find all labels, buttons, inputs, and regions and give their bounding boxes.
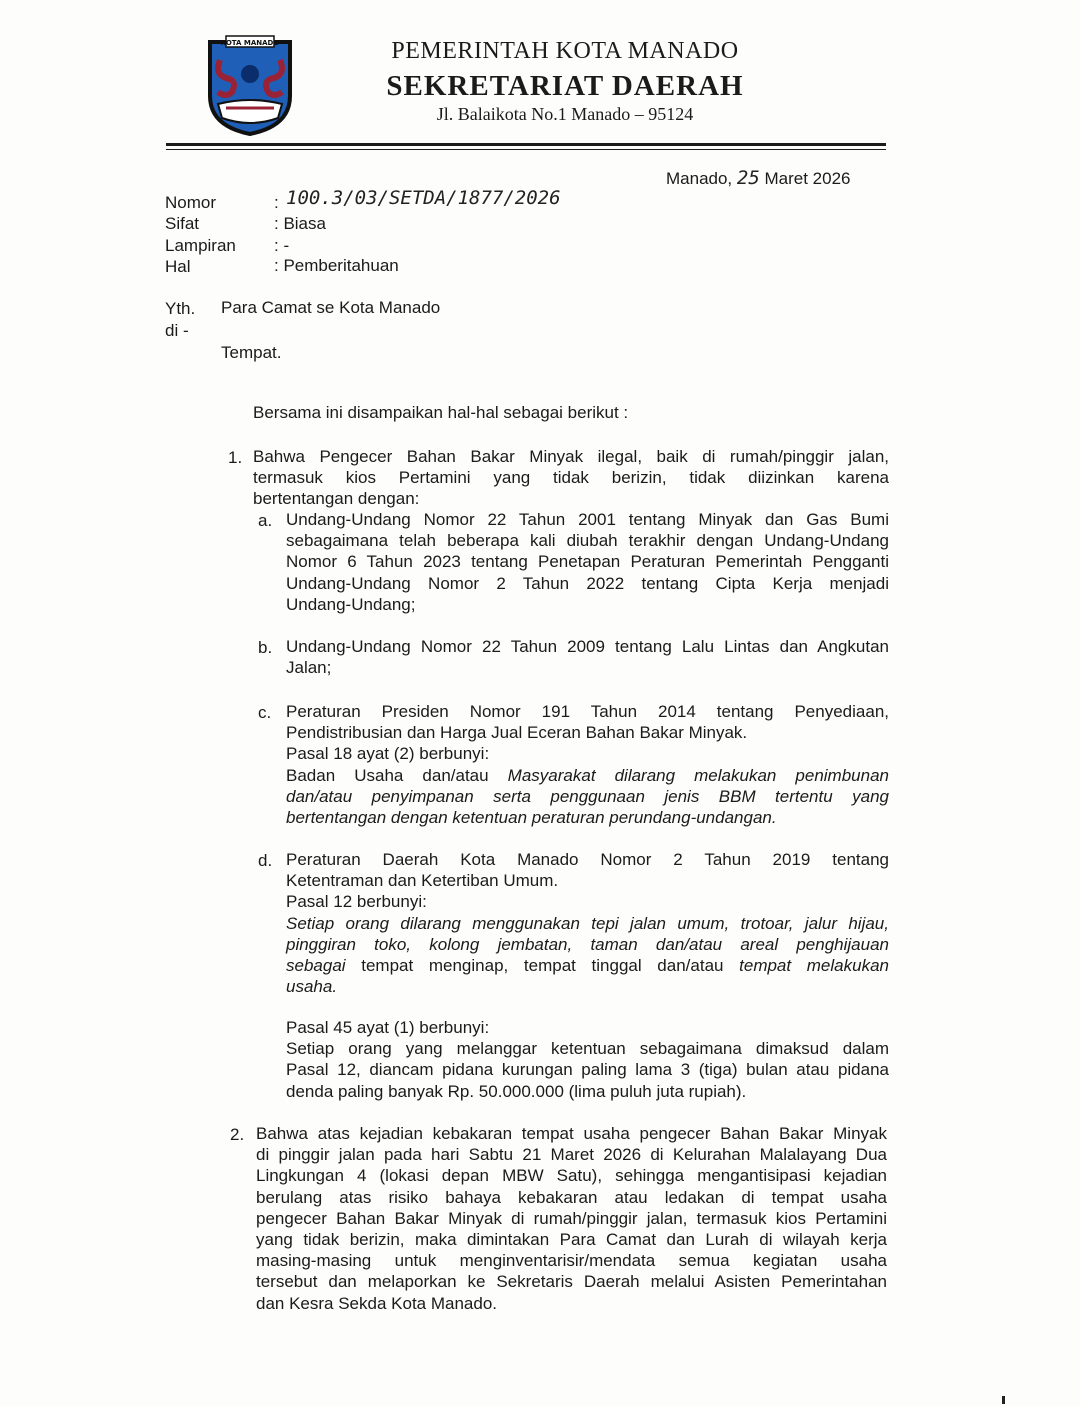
- nomor-colon: :: [274, 193, 279, 212]
- sifat-label: Sifat: [165, 214, 200, 233]
- sub-a-line: Undang-Undang;: [286, 594, 416, 614]
- letterhead-government: PEMERINTAH KOTA MANADO: [391, 38, 739, 64]
- sub-d-quote-line: pinggiran toko, kolong jembatan, taman dan/atau areal penghijauan: [286, 934, 889, 954]
- sub-a-line: Nomor 6 Tahun 2023 tentang Penetapan Peraturan Pemerintah Pengganti: [286, 552, 889, 572]
- letterhead-office: SEKRETARIAT DAERAH: [386, 70, 744, 102]
- sub-c-quote-line: Badan Usaha dan/atau Masyarakat dilarang melakukan penimbunan: [286, 765, 889, 785]
- sub-a-line: Undang-Undang Nomor 2 Tahun 2022 tentang Cipta Kerja menjadi: [286, 573, 889, 593]
- sub-c-quote-line: bertentangan dengan ketentuan peraturan perundang-undangan.: [286, 808, 777, 828]
- sub-b-text: [286, 636, 889, 678]
- item-2-line: Lingkungan 4 (lokasi depan MBW Satu), sehingga mengantisipasi kejadian: [256, 1166, 887, 1186]
- lampiran-label: Lampiran: [165, 236, 236, 255]
- intro-sentence: Bersama ini disampaikan hal-hal sebagai berikut :: [253, 403, 629, 422]
- sub-b-line: Undang-Undang Nomor 22 Tahun 2009 tentang Lalu Lintas dan Angkutan: [286, 637, 889, 656]
- sub-a-label: a.: [258, 511, 273, 530]
- hal-label: Hal: [165, 257, 191, 276]
- nomor-value-handwritten: 100.3/03/SETDA/1877/2026: [286, 187, 561, 209]
- city-emblem-logo: [204, 34, 296, 138]
- sub-a-line: sebagaimana telah beberapa kali diubah terakhir dengan Undang-Undang: [286, 531, 889, 551]
- sub-d-text: [286, 849, 889, 997]
- nomor-label: Nomor: [165, 193, 217, 212]
- item-1-line: termasuk kios Pertamini yang tidak berizin, tidak diizinkan karena: [253, 468, 889, 488]
- sub-d-p45-line: denda paling banyak Rp. 50.000.000 (lima puluh juta rupiah).: [286, 1081, 747, 1101]
- sub-d-quote-line: Setiap orang dilarang menggunakan tepi jalan umum, trotoar, jalur hijau,: [286, 913, 889, 933]
- item-2-number: 2.: [230, 1125, 245, 1144]
- sub-c-line: Peraturan Presiden Nomor 191 Tahun 2014 tentang Penyediaan,: [286, 702, 889, 721]
- item-2-line: di pinggir jalan pada hari Sabtu 21 Maret 2026 di Kelurahan Malalayang Dua: [256, 1145, 887, 1165]
- sub-d-pasal-45-block: [286, 1017, 889, 1102]
- sub-c-text: [286, 701, 889, 828]
- item-1-line: Bahwa Pengecer Bahan Bakar Minyak ilegal, baik di rumah/pinggir jalan,: [253, 447, 889, 466]
- sub-c-line: Pendistribusian dan Harga Jual Eceran Bahan Bakar Minyak.: [286, 723, 748, 743]
- sub-d-line: Ketentraman dan Ketertiban Umum.: [286, 871, 559, 891]
- sub-d-pasal-12: Pasal 12 berbunyi:: [286, 892, 427, 912]
- item-2-line: dan Kesra Sekda Kota Manado.: [256, 1293, 497, 1313]
- sub-d-p45-line: Pasal 12, diancam pidana kurungan paling lama 3 (tiga) bulan atau pidana: [286, 1060, 889, 1080]
- sub-b-label: b.: [258, 638, 273, 657]
- letterhead-rule-thick: [166, 143, 886, 146]
- sub-c-quote-line: dan/atau penyimpanan serta penggunaan jenis BBM tertentu yang: [286, 786, 889, 806]
- sub-d-p45-line: Setiap orang yang melanggar ketentuan sebagaimana dimaksud dalam: [286, 1039, 889, 1059]
- sub-d-quote-line: usaha.: [286, 977, 338, 997]
- item-2-line: berulang atas risiko bahaya kebakaran atau ledakan di tempat usaha: [256, 1187, 887, 1207]
- tempat-label: Tempat.: [221, 343, 282, 362]
- handwritten-day: 25: [736, 167, 760, 189]
- sifat-value: : Biasa: [274, 214, 326, 233]
- sub-d-pasal-45: Pasal 45 ayat (1) berbunyi:: [286, 1018, 490, 1037]
- item-2-line: yang tidak berizin, maka dimintakan Para Camat dan Lurah di wilayah kerja: [256, 1230, 887, 1250]
- sub-d-line: Peraturan Daerah Kota Manado Nomor 2 Tahun 2019 tentang: [286, 850, 889, 869]
- letter-date: Manado, 25 Maret 2026: [666, 167, 851, 189]
- recipient-name: Para Camat se Kota Manado: [221, 298, 441, 317]
- sub-a-text: [286, 509, 889, 615]
- item-1-line: bertentangan dengan:: [253, 489, 420, 509]
- item-2-line: Bahwa atas kejadian kebakaran tempat usaha pengecer Bahan Bakar Minyak: [256, 1124, 887, 1143]
- sub-b-line: Jalan;: [286, 658, 332, 678]
- lampiran-value: : -: [274, 236, 290, 255]
- item-2-line: pengecer Bahan Bakar Minyak di rumah/pinggir jalan, termasuk kios Pertamini: [256, 1208, 887, 1228]
- letterhead-address: Jl. Balaikota No.1 Manado – 95124: [436, 104, 694, 124]
- sub-c-pasal: Pasal 18 ayat (2) berbunyi:: [286, 744, 490, 764]
- item-2-text: [256, 1123, 887, 1314]
- sub-a-line: Undang-Undang Nomor 22 Tahun 2001 tentang Minyak dan Gas Bumi: [286, 510, 889, 529]
- sub-d-label: d.: [258, 851, 273, 870]
- item-2-line: tersebut dan melaporkan ke Sekretaris Daerah melalui Asisten Pemerintahan: [256, 1272, 887, 1292]
- sub-d-quote-line: sebagai tempat menginap, tempat tinggal dan/atau tempat melakukan: [286, 956, 889, 976]
- hal-value: : Pemberitahuan: [274, 256, 399, 275]
- letterhead-rule-thin: [166, 149, 886, 150]
- item-2-line: masing-masing untuk menginventarisir/mendata semua kegiatan usaha: [256, 1251, 887, 1271]
- di-label: di -: [165, 321, 189, 340]
- item-1-number: 1.: [228, 448, 243, 467]
- page-edge-mark: [1002, 1396, 1005, 1404]
- logo-banner-text: KOTA MANADO: [220, 39, 280, 47]
- yth-label: Yth.: [165, 299, 196, 318]
- sub-c-label: c.: [258, 703, 272, 722]
- item-1-text: [253, 446, 889, 510]
